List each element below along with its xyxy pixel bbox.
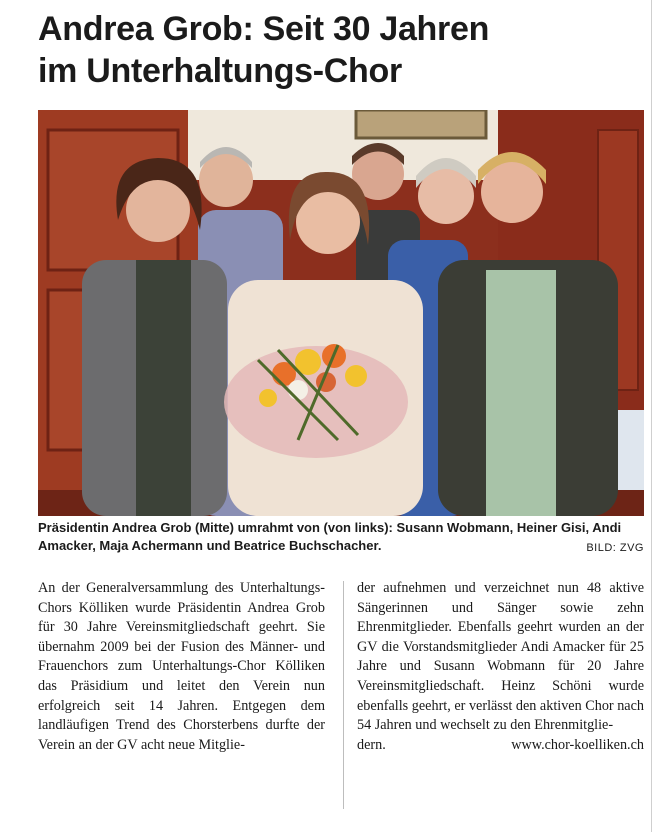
article-column-left	[38, 579, 325, 755]
headline-line-2: im Unterhaltungs-Chor	[38, 52, 402, 90]
article-column-right	[357, 579, 644, 755]
photo-credit: BILD: ZVG	[586, 542, 644, 554]
photo-caption	[38, 519, 644, 557]
website-link[interactable]: www.chor-koelliken.ch	[511, 736, 644, 753]
column-divider	[343, 581, 344, 809]
article-paragraph-right: der aufnehmen und verzeichnet nun 48 aktive Sängerinnen und Sänger sowie zehn Ehrenmitglieder. Ebenfalls geehrt wurden an der GV die Vorstandsmitglieder Andi Amacker für 25 Jahre und Susann Wobmann für 20 Jahre Vereinsmitgliedschaft. Heinz Schöni wurde ebenfalls geehrt, er verlässt den aktiven Chor nach 54 Jahren und wechselt zu den Ehrenmitglie-	[357, 580, 644, 734]
article-end-word: dern.	[357, 736, 386, 753]
caption-text: Präsidentin Andrea Grob (Mitte) umrahmt von (von links): Susann Wobmann, Heiner Gisi, Andi Amacker, Maja Achermann und Beatrice Buchschacher.	[38, 520, 622, 553]
article-body	[38, 579, 644, 815]
headline-line-1: Andrea Grob: Seit 30 Jahren	[38, 10, 490, 48]
article-paragraph-left: An der Generalversammlung des Unterhaltungs-Chors Kölliken wurde Präsidentin Andrea Grob für 30 Jahre Vereinsmitgliedschaft geehrt. Sie übernahm 2009 bei der Fusion des Männer- und Frauenchors zum Unterhaltungs-Chor Kölliken das Präsidium und leitet den Verein nun erfolgreich seit 14 Jahren. Entgegen dem landläufigen Trend des Chorsterbens durfte der Verein an der GV acht neue Mitglie-	[38, 580, 325, 753]
group-photo-illustration	[38, 110, 644, 516]
group-photo	[38, 110, 644, 516]
page-edge-line	[651, 0, 652, 832]
article-end-line	[357, 736, 644, 756]
headline	[38, 8, 638, 92]
